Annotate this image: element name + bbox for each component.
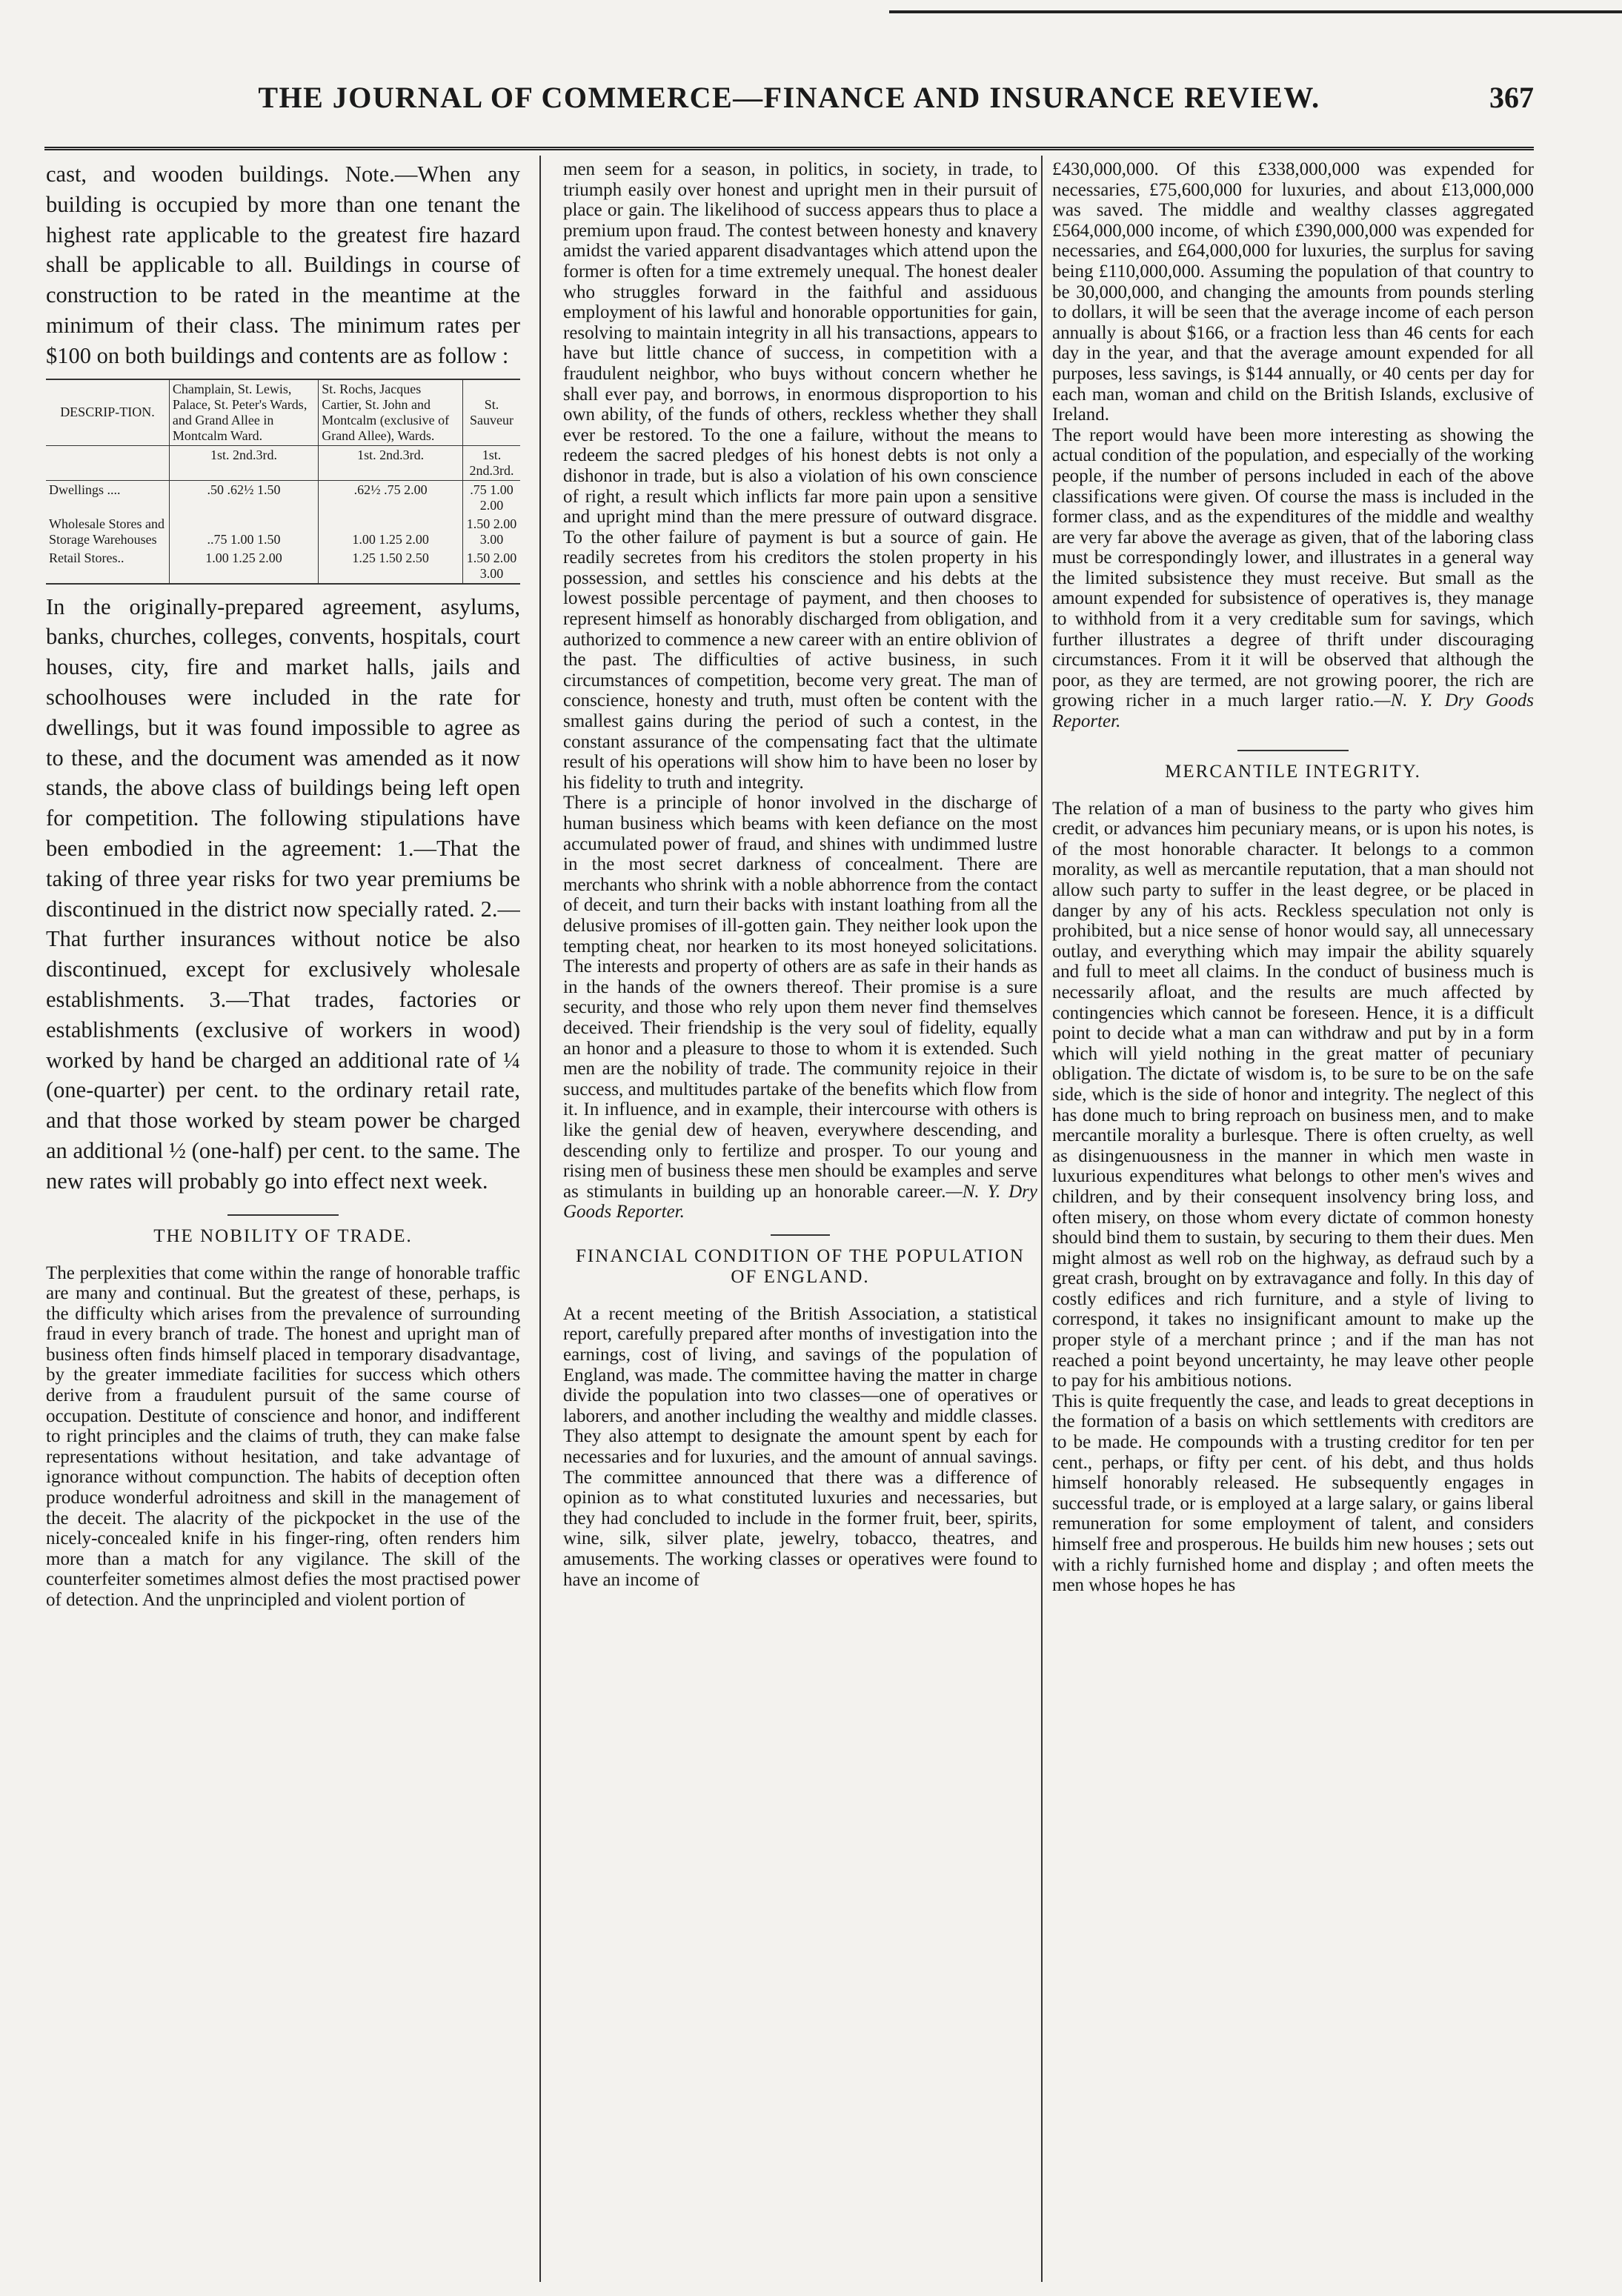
section-title-nobility-of-trade: THE NOBILITY OF TRADE.	[153, 1225, 413, 1246]
table-cell-label: Wholesale Stores and Storage Warehouses	[49, 516, 164, 547]
column-divider	[1041, 156, 1043, 2282]
section-divider	[1237, 750, 1349, 751]
top-border-rule	[889, 10, 1622, 13]
source-credit: —N. Y. Dry Goods Reporter.	[563, 1181, 1037, 1222]
table-cell: 1.00 1.25 2.00	[319, 515, 463, 549]
financial-condition-body: At a recent meeting of the British Association, a statistical report, carefully prepared after months of investigation into the earnings, cost of living, and savings of the population of England, was made. The committee having the matter in charge divide the population into two classes—one of operatives or laborers, and another including the wealthy and middle classes. They also attempt to designate the amount spent by each for necessaries and for luxuries, and the amount of annual savings. The committee announced that there was a difference of opinion as to what constituted luxuries and necessaries, but they had concluded to include in the former fruit, beer, spirits, wine, silk, silver plate, jewelry, tobacco, theatres, and amusements. The working classes or operatives were found to have an income of	[563, 1303, 1037, 1590]
table-cell: 1.25 1.50 2.50	[319, 549, 463, 584]
section-divider	[771, 1234, 830, 1236]
header-double-rule	[44, 147, 1534, 150]
mercantile-integrity-body: The relation of a man of business to the party who gives him credit, or advances him pecuniary means, or is upon his notes, is of the most honorable character. It belongs to a common morality, as well as mercantile reputation, that a man should not allow such party to suffer in the least degree, or be placed in danger by any of his acts. Reckless speculation not only is prohibited, but a nice sense of honor would say, all unnecessary outlay, and everything which may impair the ability squarely and full to meet all claims. In the conduct of business much is necessarily afloat, and the results are much affected by contingencies which cannot be foreseen. Hence, it is a difficult point to decide what a man can withdraw and put by in a form which will yield nothing in the great matter of pecuniary obligation. The dictate of wisdom is, to be sure to be on the safe side, which is the side of honor and integrity. The neglect of this has done much to bring reproach on business men, and to make mercantile morality a burlesque. There is often cruelty, as well as disingenuousness in the manner in which men waste in luxurious expenditures what belongs to other men's wives and children, and by their consequent insolvency bring loss, and often misery, on those whom every dictate of common honesty should bind them to sustain, by securing to them their dues. Men might almost as well rob on the highway, as defraud such by a great crash, brought on by extravagance and folly. In this day of costly edifices and rich furniture, and a style of living to correspond, it takes no insignificant amount to make up the proper style of a merchant prince ; and if the man has not reached a point beyond uncertainty, he may leave other people to pay for his ambitious notions.	[1052, 798, 1534, 1391]
table-row	[46, 515, 520, 549]
paragraph-text: The report would have been more interesting as showing the actual condition of the population, and especially of the working people, if the number of persons included in each of the above classifications were given. Of course the mass is included in the former class, and as the expenditures of the middle and wealthy are very far above the average as given, that of the laboring class must be correspondingly lower, and illustrates in a general way the limited subsistence they must receive. But small as the amount expended for subsistence of operatives is, they manage to withhold from it a very creditable sum for savings, which further illustrates a degree of thrift under discouraging circumstances. From it it will be observed that although the poor, as they are termed, are not growing poorer, the rich are growing richer in a much larger ratio.	[1052, 425, 1534, 711]
section-divider	[227, 1214, 339, 1216]
table-cell: .75 1.00 2.00	[463, 480, 520, 515]
journal-title: THE JOURNAL OF COMMERCE—FINANCE AND INSURANCE REVIEW.	[258, 81, 1320, 114]
table-subheader-blank	[46, 445, 169, 480]
agreement-paragraph: In the originally-prepared agreement, asylums, banks, churches, colleges, convents, hospitals, court houses, city, fire and market halls, jails and schoolhouses were included in the rate for dwellings, but it was found impossible to agree as to these, and the document was amended as it now stands, the above class of buildings being left open for competition. The following stipulations have been embodied in the agreement: 1.—That the taking of three year risks for two year premiums be discontinued in the district now specially rated. 2.—That further insurances without notice be also discontinued, except for exclusively wholesale establishments. 3.—That trades, factories or establishments (exclusive of workers in wood) worked by hand be charged an additional rate of ¼ (one-quarter) per cent. to the ordinary retail rate, and that those worked by steam power be charged an additional ½ (one-half) per cent. to the same. The new rates will probably go into effect next week.	[46, 593, 520, 1194]
table-header-group-2: St. Rochs, Jacques Cartier, St. John and Montcalm (exclusive of Grand Allee), Wards.	[319, 379, 463, 446]
page-number: 367	[1489, 81, 1534, 114]
column-1	[46, 159, 520, 2278]
nobility-continued-paragraph: men seem for a season, in politics, in society, in trade, to triumph easily over honest and upright men in their pursuit of place or gain. The likelihood of success appears thus to place a premium upon fraud. The contest between honesty and knavery amidst the varied apparent disadvantages which attend upon the former is often for a time extremely unequal. The honest dealer who struggles forward in the faithful and assiduous employment of his lawful and honorable opportunities for gain, resolving to maintain integrity in all his transactions, appears to have but little chance of success, in competition with a fraudulent neighbor, who buys without concern whether he shall ever pay, and borrows, in enormous disproportion to his own ability, of the funds of others, reckless whether they shall ever be restored. To the one a failure, without the means to redeem the sacred pledges of his honest debts is not only a dishonor in trade, but is also a violation of his own conscience of right, a result which inflicts far more pain upon a sensitive and upright mind than the mere pressure of outward disgrace. To the other failure of payment is but a source of gain. He readily secretes from his creditors the stolen property in his possession, and settles his conscience and his debts at the lowest possible percentage of payment, and then chooses to represent himself as honorably discharged from obligation, and authorized to commence a new career with an entire oblivion of the past. The difficulties of active business, in such circumstances of competition, become very great. The man of conscience, honesty and truth, must often be content with the smallest gains during the period of such a contest, in the constant assurance of the compensating fact that the ultimate result of his operations will show him to have been no loser by his fidelity to truth and integrity.	[563, 159, 1037, 793]
table-cell: 1.50 2.00 3.00	[463, 515, 520, 549]
column-3	[1052, 159, 1534, 2278]
table-cell: .50 .62½ 1.50	[169, 480, 318, 515]
table-cell: ..75 1.00 1.50	[169, 515, 318, 549]
table-cell: 1.00 1.25 2.00	[169, 549, 318, 584]
source-credit: —N. Y. Dry Goods Reporter.	[1052, 691, 1534, 732]
table-cell: 1.50 2.00 3.00	[463, 549, 520, 584]
table-row	[46, 549, 520, 584]
report-commentary-paragraph	[1052, 425, 1534, 732]
nobility-of-trade-body: The perplexities that come within the range of honorable traffic are many and continual. But the greatest of these, perhaps, is the difficulty which arises from the prevalence of surrounding fraud in every branch of trade. The honest and upright man of business often finds himself placed in temporary disadvantage, by the greater immediate facilities for success which others derive from a fraudulent pursuit of the same course of occupation. Destitute of conscience and honor, and indifferent to right principles and the claims of truth, they can make false representations without hesitation, and take advantage of ignorance without compunction. The habits of deception often produce wonderful adroitness and skill in the management of the deceit. The alacrity of the pickpocket in the use of the nicely-concealed knife in his finger-ring, often renders him more than a match for any vigilance. The skill of the counterfeiter sometimes almost defies the most practised power of detection. And the unprincipled and violent portion of	[46, 1262, 520, 1611]
principle-of-honor-paragraph	[563, 793, 1037, 1222]
insurance-rates-intro: cast, and wooden buildings. Note.—When any building is occupied by more than one tenant the highest rate applicable to the greatest fire hazard shall be applicable to all. Buildings in course of construction to be rated in the meantime at the minimum of their class. The minimum rates per $100 on both buildings and contents are as follow :	[46, 162, 520, 368]
financial-figures-paragraph: £430,000,000. Of this £338,000,000 was expended for necessaries, £75,600,000 for luxuries, and about £13,000,000 was saved. The middle and wealthy classes aggregated £564,000,000 income, of which £390,000,000 was expended for necessaries, and £64,000,000 for luxuries, the surplus for saving being £110,000,000. Assuming the population of that country to be 30,000,000, and changing the amounts from pounds sterling to dollars, it will be seen that the average income of each person annually is about $166, or a fraction less than 46 cents for each day in the year, and that the average amount expended for all purposes, less savings, is $144 annually, or 40 cents per day for each man, woman and child on the British Islands, exclusive of Ireland.	[1052, 159, 1534, 425]
section-title-financial-condition: FINANCIAL CONDITION OF THE POPULATION OF ENGLAND.	[576, 1245, 1025, 1287]
section-title-mercantile-integrity: MERCANTILE INTEGRITY.	[1165, 761, 1421, 782]
paragraph-text: There is a principle of honor involved in the discharge of human business which beams with keen defiance on the most accumulated power of fraud, and shines with undimmed lustre in the most secret darkness of concealment. There are merchants who shrink with a noble abhorrence from the contact of deceit, and turn their backs with instant loathing from all the delusive promises of ill-gotten gain. They neither look upon the tempting cheat, nor hearken to its most honeyed solicitations. The interests and property of others are as safe in their hands as in the hands of the owners thereof. Their promise is a sure security, and those who rely upon them never find themselves deceived. Their friendship is the very soul of fidelity, equally an honor and a pleasure to those to whom it is extended. Such men are the nobility of trade. The community rejoice in their success, and multitudes partake of the benefits which flow from it. In influence, and in example, their intercourse with others is like the genial dew of heaven, everywhere descending, and descending only to fertilize and prosper. To our young and rising men of business these men should be examples and serve as stimulants in building up an honorable career.	[563, 793, 1037, 1202]
table-subheader: 1st. 2nd.3rd.	[319, 445, 463, 480]
fire-rates-table	[46, 379, 520, 585]
table-header-group-3: St. Sauveur	[463, 379, 520, 446]
column-divider	[539, 156, 541, 2282]
table-cell: .62½ .75 2.00	[319, 480, 463, 515]
mercantile-integrity-continued: This is quite frequently the case, and leads to great deceptions in the formation of a basis on which settlements with creditors are to be made. He compounds with a trusting creditor for ten per cent., perhaps, or fifty per cent. of his debt, and thus holds himself honorably released. He subsequently engages in successful trade, or is employed at a large salary, or gains liberal remuneration for some employment of talent, and considers himself free and prosperous. He builds him new houses ; sets out with a richly furnished home and display ; and often meets the men whose hopes he has	[1052, 1391, 1534, 1596]
table-subheader: 1st. 2nd.3rd.	[169, 445, 318, 480]
table-header-description: DESCRIP-TION.	[46, 379, 169, 446]
table-header-group-1: Champlain, St. Lewis, Palace, St. Peter's Wards, and Grand Allee in Montcalm Ward.	[169, 379, 318, 446]
table-cell-label: Dwellings ....	[49, 482, 121, 497]
table-row	[46, 480, 520, 515]
table-subheader: 1st. 2nd.3rd.	[463, 445, 520, 480]
table-cell-label: Retail Stores..	[46, 549, 169, 584]
column-2	[563, 159, 1037, 2278]
page-header	[44, 80, 1534, 124]
